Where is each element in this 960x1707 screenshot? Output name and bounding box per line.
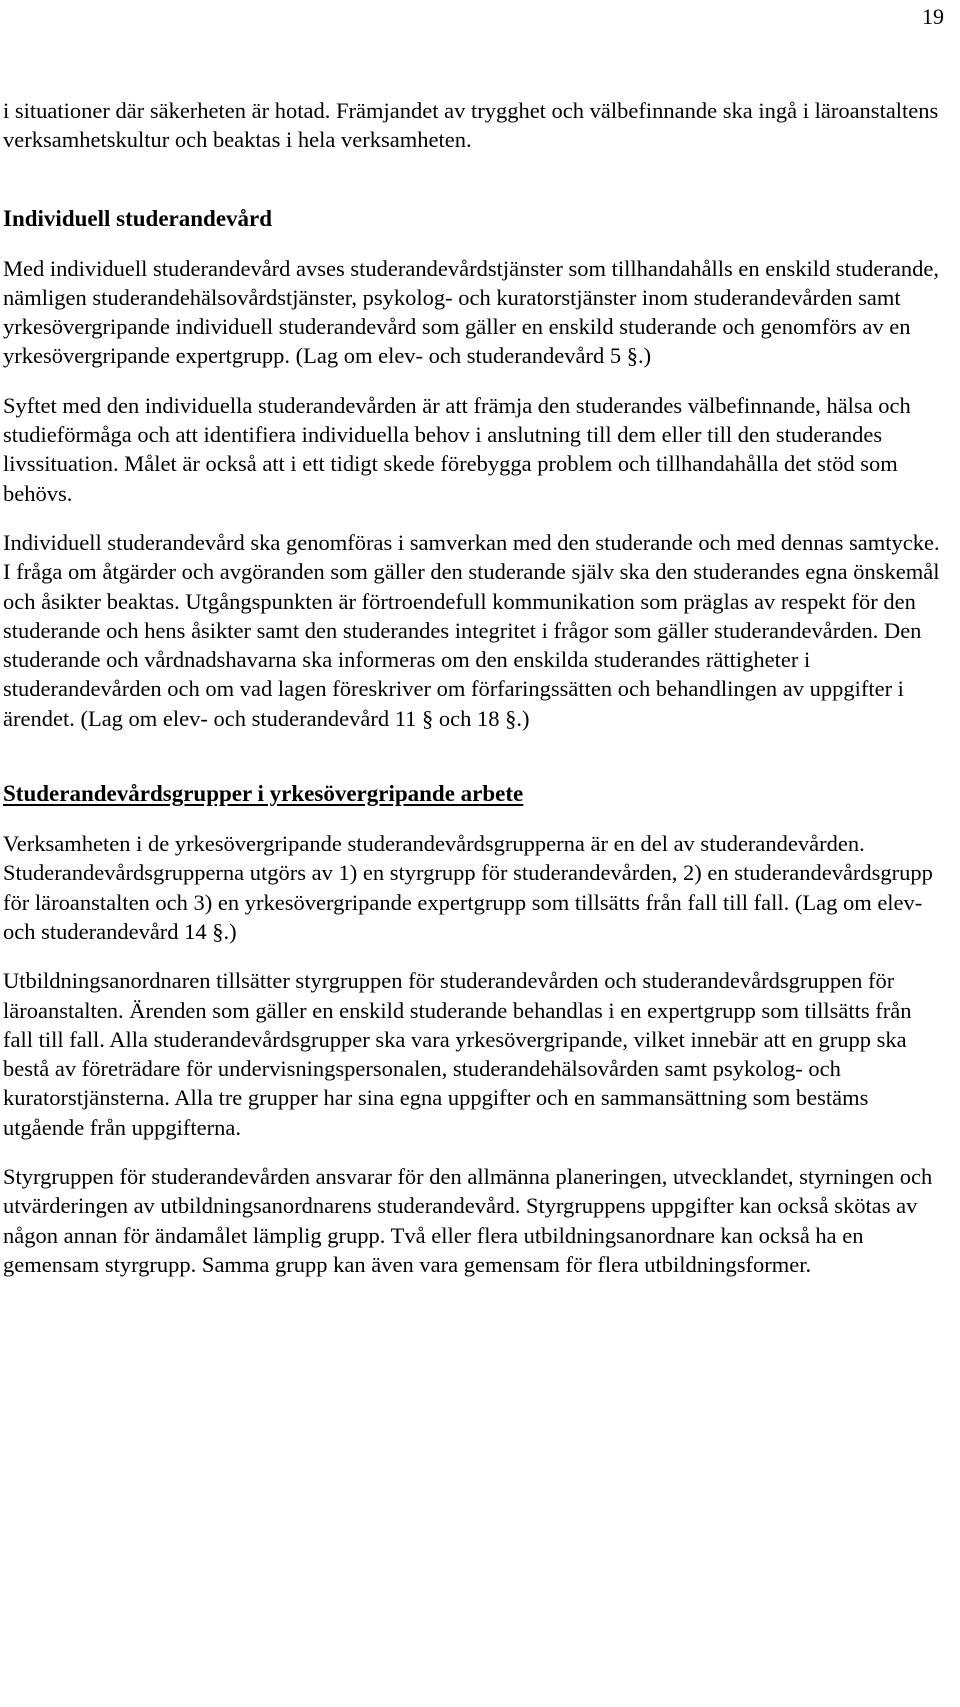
document-body xyxy=(3,96,943,1279)
section-heading-individuell-studerandevard: Individuell studerandevård xyxy=(3,205,273,231)
page-number: 19 xyxy=(922,4,944,29)
paragraph: Verksamheten i de yrkesövergripande studerandevårdsgrupperna är en del av studerandevården. Studerandevårdsgrupperna utgörs av 1) en styrgrupp för studerandevården, 2) en studerandevårdsgrupp för läroanstalten och 3) en yrkesövergripande expertgrupp som tillsätts från fall till fall. (Lag om elev- och studerandevård 14 §.) xyxy=(3,831,933,944)
section-heading-studerandevardsgrupper: Studerandevårdsgrupper i yrkesövergripande arbete xyxy=(3,781,524,807)
paragraph: Styrgruppen för studerandevården ansvarar för den allmänna planeringen, utvecklandet, styrningen och utvärderingen av utbildningsanordnarens studerandevård. Styrgruppens uppgifter kan också skötas av någon annan för ändamålet lämplig grupp. Två eller flera utbildningsanordnare kan också ha en gemensam styrgrupp. Samma grupp kan även vara gemensam för flera utbildningsformer. xyxy=(3,1164,933,1277)
paragraph: Individuell studerandevård ska genomföras i samverkan med den studerande och med dennas samtycke. I fråga om åtgärder och avgöranden som gäller den studerande själv ska den studerandes egna önskemål och åsikter beaktas. Utgångspunkten är förtroendefull kommunikation som präglas av respekt för den studerande och hens åsikter samt den studerandes integritet i frågor som gäller studerandevården. Den studerande och vårdnadshavarna ska informeras om den enskilda studerandes rättigheter i studerandevården och om vad lagen föreskriver om förfaringssätten och behandlingen av uppgifter i ärendet. (Lag om elev- och studerandevård 11 § och 18 §.) xyxy=(3,529,940,731)
intro-paragraph: i situationer där säkerheten är hotad. Främjandet av trygghet och välbefinnande ska ingå i läroanstaltens verksamhetskultur och beaktas i hela verksamheten. xyxy=(3,98,939,153)
paragraph: Syftet med den individuella studerandevården är att främja den studerandes välbefinnande, hälsa och studieförmåga och att identifiera individuella behov i anslutning till dem eller till den studerandes livssituation. Målet är också att i ett tidigt skede förebygga problem och tillhandahålla det stöd som behövs. xyxy=(3,392,911,506)
paragraph: Med individuell studerandevård avses studerandevårdstjänster som tillhandahålls en enskild studerande, nämligen studerandehälsovårdstjänster, psykolog- och kuratorstjänster inom studerandevården samt yrkesövergripande individuell studerandevård som gäller en enskild studerande och genomförs av en yrkesövergripande expertgrupp. (Lag om elev- och studerandevård 5 §.) xyxy=(3,255,940,369)
paragraph: Utbildningsanordnaren tillsätter styrgruppen för studerandevården och studerandevårdsgruppen för läroanstalten. Ärenden som gäller en enskild studerande behandlas i en expertgrupp som tillsätts från fall till fall. Alla studerandevårdsgrupper ska vara yrkesövergripande, vilket innebär att en grupp ska bestå av företrädare för undervisningspersonalen, studerandehälsovården samt psykolog- och kuratorstjänsterna. Alla tre grupper har sina egna uppgifter och en sammansättning som bestäms utgående från uppgifterna. xyxy=(3,968,912,1140)
